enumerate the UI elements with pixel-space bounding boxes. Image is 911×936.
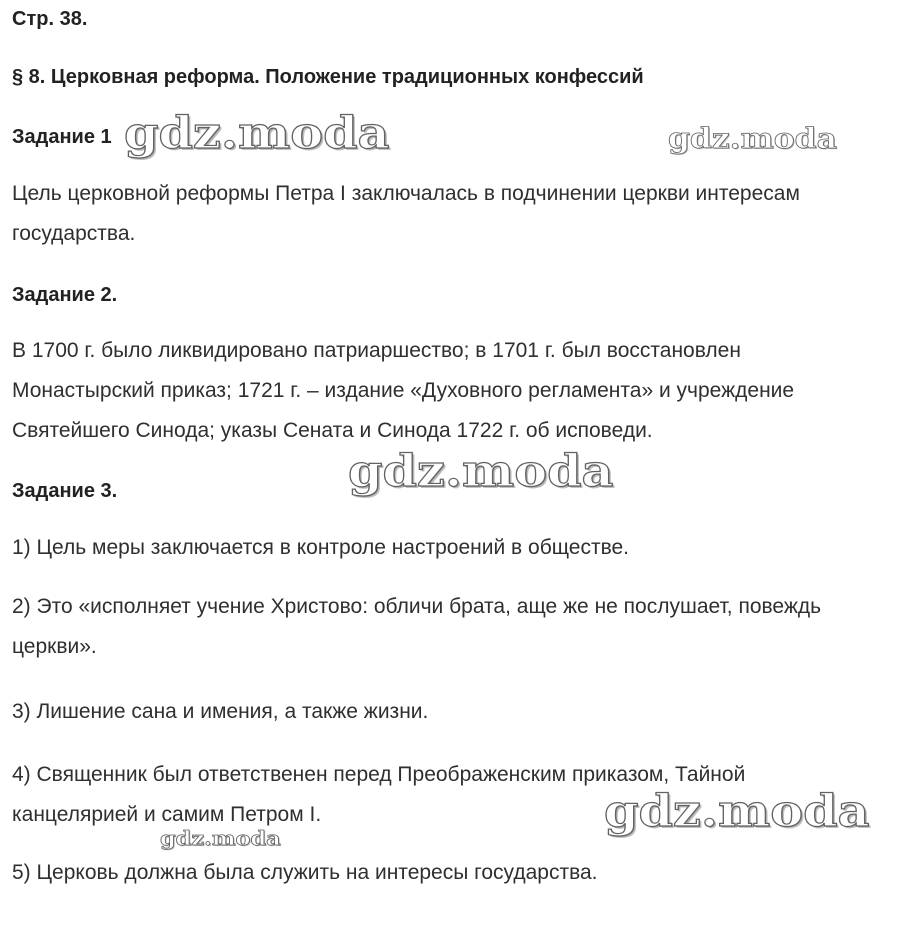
task3-answer-3: 3) Лишение сана и имения, а также жизни.: [12, 700, 429, 723]
task3-answer-4-cont: канцелярией и самим Петром I.: [12, 803, 322, 826]
task3-answer-4: 4) Священник был ответственен перед Преображенским приказом, Тайной: [12, 763, 746, 786]
task1-heading: Задание 1: [12, 126, 112, 148]
task3-answer-2-cont: церкви».: [12, 635, 97, 658]
watermark-logo: gdz.moda: [604, 786, 870, 837]
task3-answer-1: 1) Цель меры заключается в контроле настроений в обществе.: [12, 536, 630, 559]
task2-heading: Задание 2.: [12, 284, 118, 306]
watermark-logo: gdz.moda: [668, 122, 837, 155]
task2-text-line: В 1700 г. было ликвидировано патриаршество; в 1701 г. был восстановлен: [12, 339, 741, 362]
task3-heading: Задание 3.: [12, 480, 118, 502]
task2-text-line: Монастырский приказ; 1721 г. – издание «Духовного регламента» и учреждение: [12, 379, 795, 402]
watermark-logo: gdz.moda: [160, 826, 281, 850]
section-title: § 8. Церковная реформа. Положение традиционных конфессий: [12, 66, 644, 88]
task3-answer-5: 5) Церковь должна была служить на интересы государства.: [12, 861, 598, 884]
watermark-logo: gdz.moda: [348, 446, 614, 497]
watermark-logo: gdz.moda: [124, 108, 390, 159]
page-reference: Стр. 38.: [12, 8, 88, 30]
task3-answer-2: 2) Это «исполняет учение Христово: обличи брата, аще же не послушает, повеждь: [12, 595, 822, 618]
task2-text-line: Святейшего Синода; указы Сената и Синода 1722 г. об исповеди.: [12, 419, 653, 442]
task1-text-line: Цель церковной реформы Петра I заключалась в подчинении церкви интересам: [12, 182, 800, 205]
task1-text-line: государства.: [12, 222, 136, 245]
